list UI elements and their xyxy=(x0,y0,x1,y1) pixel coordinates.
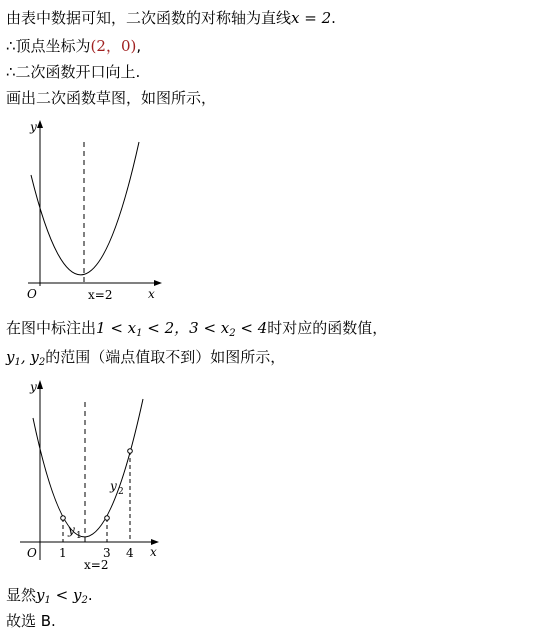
fig2-tick-1: 1 xyxy=(59,546,67,560)
parabola-curve-1 xyxy=(31,142,139,275)
fig2-y2-label: y xyxy=(110,479,117,493)
line7-sub-1: 1 xyxy=(44,595,51,606)
line5-text-b: 时对应的函数值， xyxy=(267,319,388,337)
fig1-origin-label: O xyxy=(27,287,37,301)
fig2-y-label: y xyxy=(30,380,37,394)
line1-end: . xyxy=(331,9,336,27)
line6-sub-1: 1 xyxy=(14,357,21,368)
line7-end: . xyxy=(87,586,93,604)
text-line-6 xyxy=(6,347,285,373)
line2-end: , xyxy=(136,37,142,55)
line1-math: x = 2 xyxy=(291,9,332,27)
y-axis-arrow-1 xyxy=(37,120,43,128)
fig1-axis-label: x=2 xyxy=(88,288,113,302)
fig2-y2-sub: 2 xyxy=(118,487,124,497)
open-point-x4 xyxy=(128,449,133,454)
fig2-origin-label: O xyxy=(27,546,37,560)
text-line-4: 画出二次函数草图，如图所示， xyxy=(6,89,217,107)
fig1-x-label: x xyxy=(148,287,155,301)
line1-text: 由表中数据可知，二次函数的对称轴为直线 xyxy=(6,9,292,27)
line5-math-1: 1 < x xyxy=(96,319,137,337)
parabola-curve-2 xyxy=(33,399,143,537)
text-line-2 xyxy=(6,36,141,56)
line6-text: 的范围（端点值取不到）如图所示， xyxy=(45,348,286,366)
open-point-x3 xyxy=(105,516,110,521)
line5-sub-1: 1 xyxy=(136,328,143,339)
line6-sub-2: 2 xyxy=(38,357,46,368)
line5-math-3: < 4 xyxy=(235,319,268,337)
line7-sub-2: 2 xyxy=(81,595,88,606)
text-line-3: ∴二次函数开口向上. xyxy=(6,63,141,81)
x-axis-arrow-1 xyxy=(154,280,162,286)
open-point-x1 xyxy=(61,516,66,521)
fig2-y1-label: y xyxy=(68,523,75,537)
parabola-sketch-2 xyxy=(0,372,180,572)
line6-y1: y xyxy=(6,348,15,366)
parabola-sketch-1 xyxy=(0,112,170,312)
fig2-x-label: x xyxy=(150,545,157,559)
line7-y1: y xyxy=(36,586,45,604)
line5-math-2: < 2，3 < x xyxy=(142,319,230,337)
vertex-coordinate: (2，0) xyxy=(90,37,137,55)
text-line-8: 故选 B. xyxy=(6,612,56,630)
line6-comma-y2: , y xyxy=(20,348,39,366)
line5-text-a: 在图中标注出 xyxy=(6,319,97,337)
line7-text: 显然 xyxy=(6,586,37,604)
y-axis-arrow-2 xyxy=(37,380,43,389)
line2-text: ∴顶点坐标为 xyxy=(6,37,91,55)
fig1-y-label: y xyxy=(30,120,37,134)
fig2-y1-sub: 1 xyxy=(76,531,82,541)
fig2-tick-3: 3 xyxy=(103,546,111,560)
line7-lt-y2: < y xyxy=(50,586,82,604)
fig2-tick-4: 4 xyxy=(126,546,134,560)
fig2-axis-label: x=2 xyxy=(84,558,109,572)
text-line-1 xyxy=(6,8,336,28)
line5-sub-2: 2 xyxy=(229,328,236,339)
text-line-7 xyxy=(6,585,93,611)
text-line-5 xyxy=(6,318,387,344)
